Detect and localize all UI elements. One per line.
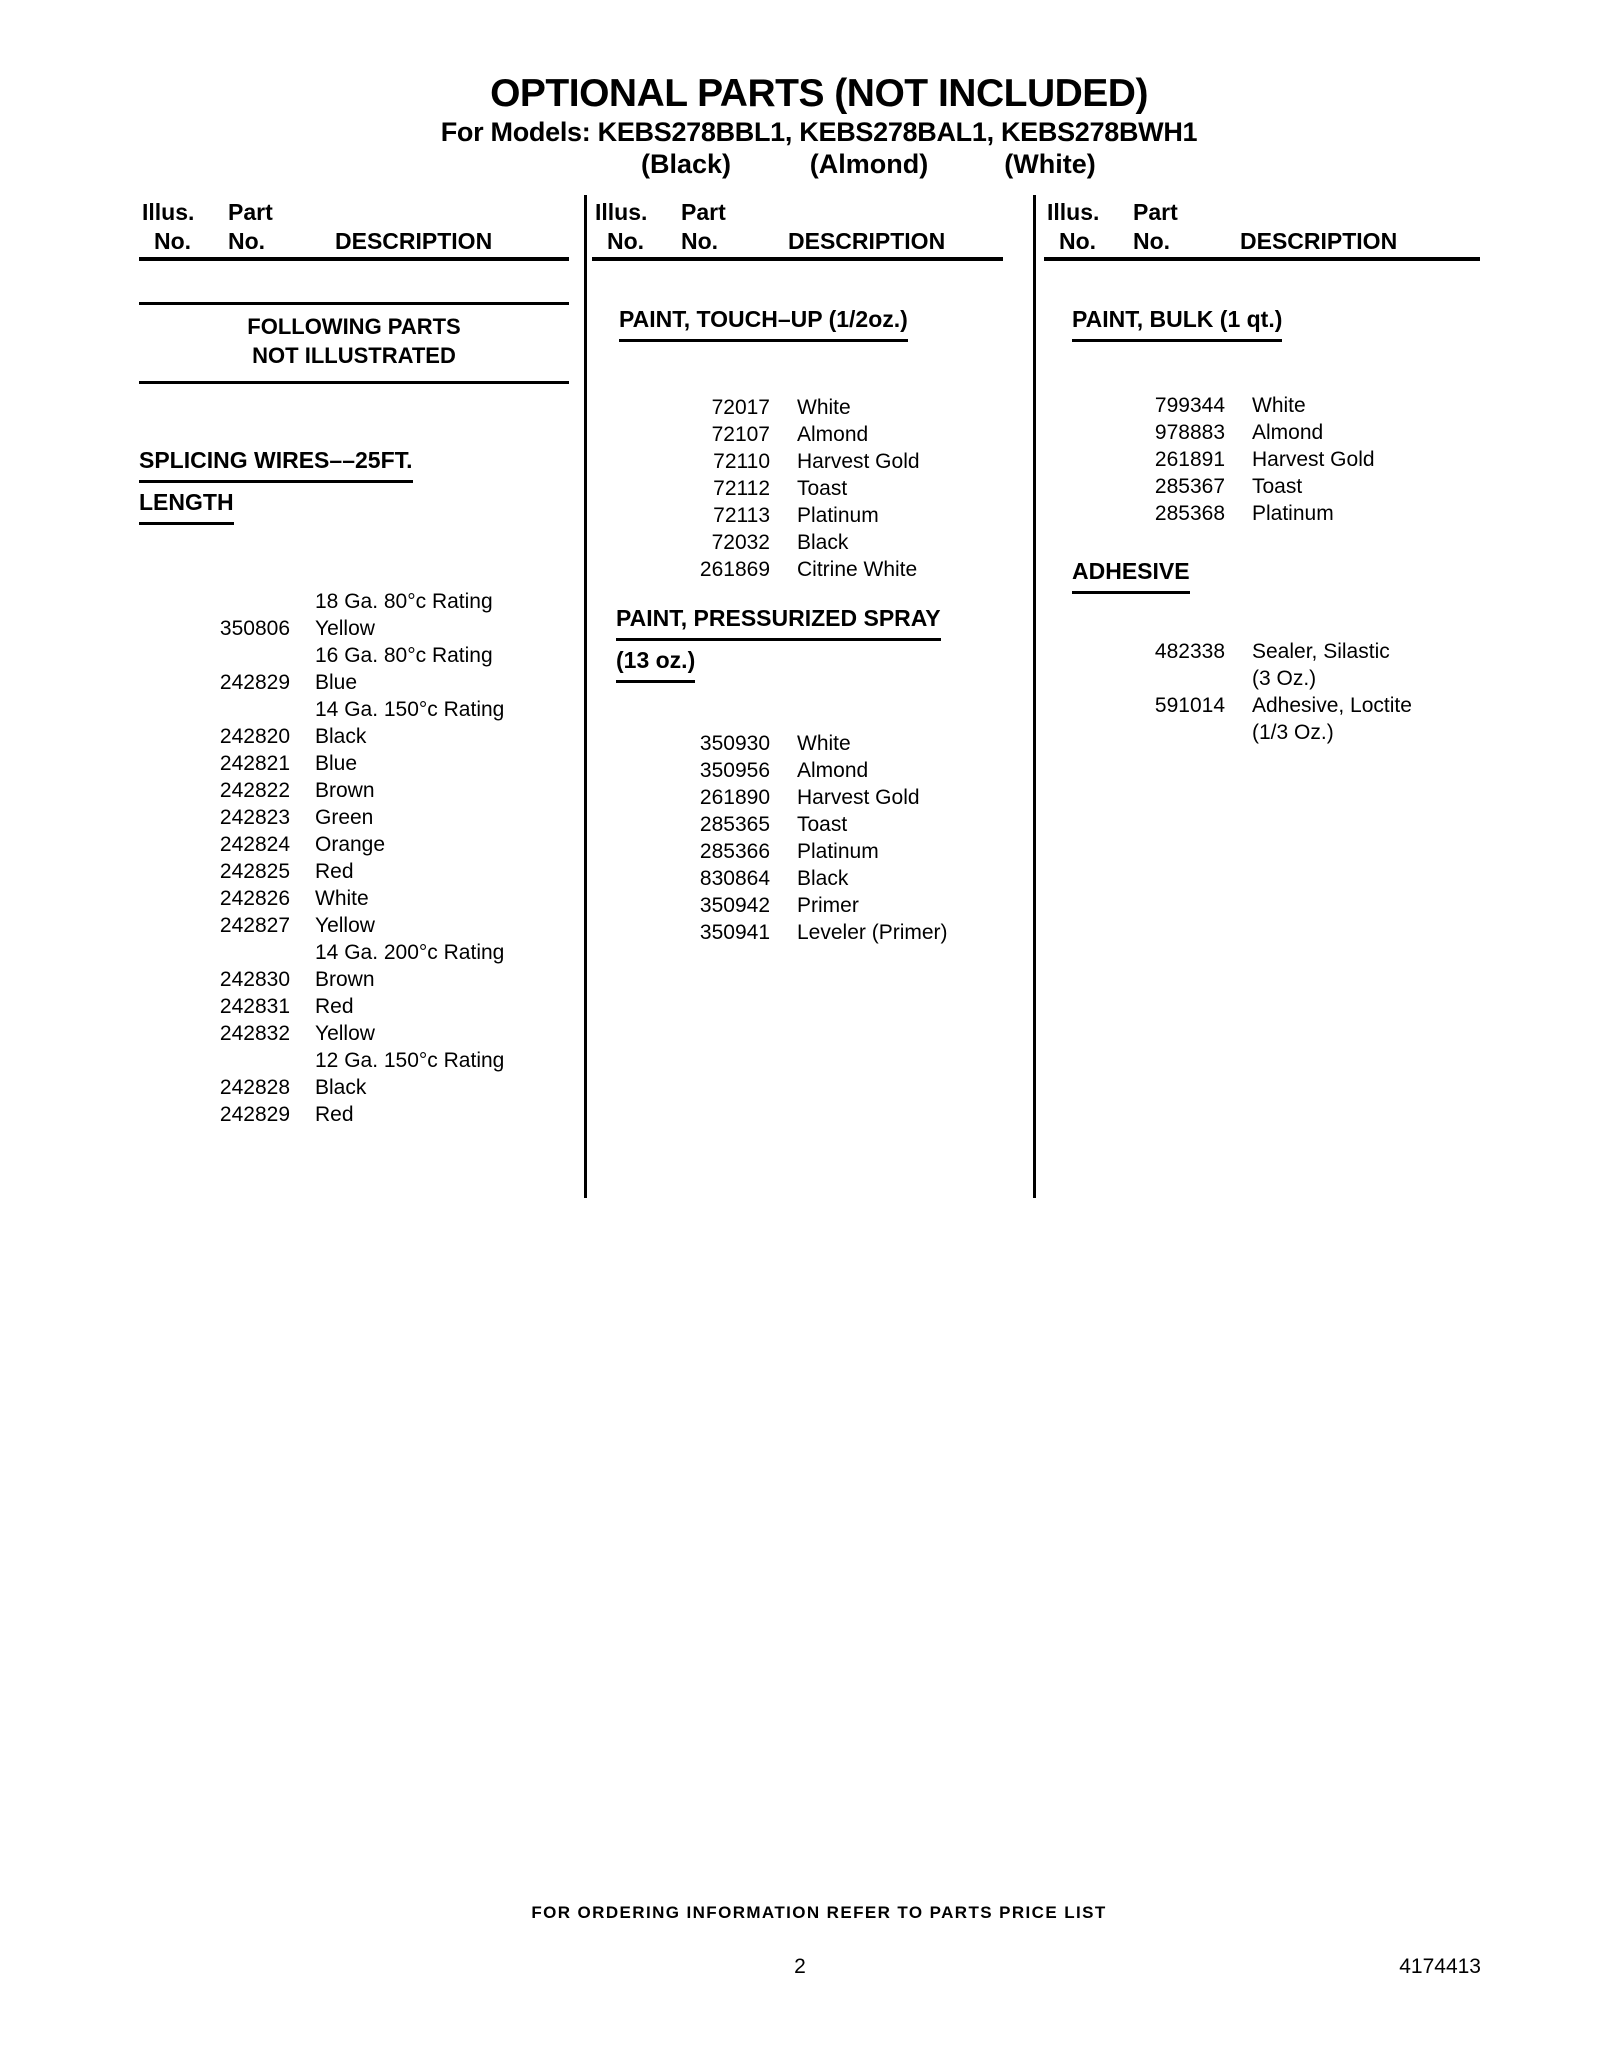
parts-row (1044, 500, 1494, 527)
parts-row (1044, 692, 1494, 746)
heading-line: LENGTH (139, 491, 234, 525)
parts-row (592, 838, 1032, 865)
part-description: Adhesive, Loctite (1252, 694, 1412, 717)
part-number: 242829 (219, 671, 290, 694)
table-header-col3 (1044, 201, 1480, 261)
part-description: White (315, 887, 369, 910)
table-header-col2 (592, 201, 1003, 261)
part-number: 72112 (713, 477, 770, 500)
part-description: Blue (315, 671, 358, 694)
part-description: Platinum (1252, 502, 1334, 525)
adhesive-rows (1044, 638, 1494, 746)
part-number: 242832 (219, 1022, 290, 1045)
parts-row (1044, 392, 1494, 419)
part-description: Platinum (797, 840, 879, 863)
parts-row (592, 394, 1032, 421)
parts-row (592, 919, 1032, 946)
paint-spray-rows (592, 730, 1032, 946)
part-number: 72032 (711, 531, 770, 554)
part-description: Black (315, 1076, 367, 1099)
part-description: Red (315, 860, 354, 883)
part-description: Orange (315, 833, 386, 856)
part-number: 242821 (219, 752, 290, 775)
part-description: Black (797, 867, 849, 890)
heading-line: (13 oz.) (616, 649, 695, 683)
parts-row (139, 723, 579, 750)
parts-row (139, 993, 579, 1020)
part-number: 242825 (219, 860, 290, 883)
illus-header: Illus. (595, 199, 648, 225)
page-number: 2 (794, 1955, 806, 1978)
not-illustrated-note (139, 302, 569, 384)
part-number: 72113 (713, 504, 770, 527)
section-heading-adhesive (1072, 560, 1190, 602)
parts-row (139, 750, 579, 777)
heading-line: SPLICING WIRES––25FT. (139, 449, 413, 483)
models-line: For Models: KEBS278BBL1, KEBS278BAL1, KEBS278BWH1 (440, 117, 1198, 147)
part-header: Part (228, 199, 273, 225)
part-number: 242829 (219, 1103, 290, 1126)
part-number: 242824 (219, 833, 290, 856)
column-divider (1033, 195, 1036, 1198)
part-number: 72107 (711, 423, 770, 446)
part-description: Black (797, 531, 849, 554)
part-number: 482338 (1154, 640, 1225, 663)
parts-row (1044, 419, 1494, 446)
model-color-black: (Black) (640, 149, 732, 179)
part-description: Harvest Gold (797, 786, 920, 809)
parts-row (139, 858, 579, 885)
part-number: 261891 (1154, 448, 1225, 471)
description-header: DESCRIPTION (1240, 228, 1398, 254)
part-description: Toast (797, 813, 848, 836)
part-description-cont: (3 Oz.) (1252, 667, 1317, 690)
parts-row (592, 502, 1032, 529)
parts-row (139, 1101, 579, 1128)
parts-row (592, 529, 1032, 556)
part-description: 16 Ga. 80°c Rating (315, 644, 493, 667)
part-description: Primer (797, 894, 859, 917)
header-rule (592, 257, 1003, 261)
part-description: Yellow (315, 1022, 375, 1045)
parts-row (139, 642, 579, 669)
illus-no-header: No. (607, 228, 645, 254)
parts-row (139, 696, 579, 723)
heading-line: PAINT, PRESSURIZED SPRAY (616, 607, 941, 641)
parts-row (139, 588, 579, 615)
part-number: 350930 (699, 732, 770, 755)
parts-row (139, 939, 579, 966)
part-description-cont: (1/3 Oz.) (1252, 721, 1334, 744)
illus-no-header: No. (1059, 228, 1097, 254)
part-description: 18 Ga. 80°c Rating (315, 590, 493, 613)
parts-row (139, 777, 579, 804)
parts-row (139, 966, 579, 993)
parts-row (592, 757, 1032, 784)
part-description: Sealer, Silastic (1252, 640, 1390, 663)
section-heading-paint-pressurized-spray (616, 607, 941, 691)
parts-row (139, 885, 579, 912)
section-heading-paint-bulk (1072, 308, 1282, 350)
section-heading-splicing-wires (139, 449, 413, 533)
part-description: Red (315, 1103, 354, 1126)
paint-bulk-rows (1044, 392, 1494, 527)
splicing-wires-rows (139, 588, 579, 1128)
section-heading-paint-touch-up (619, 308, 908, 350)
part-description: Blue (315, 752, 358, 775)
part-description: Harvest Gold (797, 450, 920, 473)
part-header: Part (681, 199, 726, 225)
part-description: 14 Ga. 200°c Rating (315, 941, 505, 964)
parts-row (592, 421, 1032, 448)
parts-row (139, 804, 579, 831)
model-color-white: (White) (1004, 149, 1096, 179)
table-header-col1 (139, 201, 569, 261)
part-description: Leveler (Primer) (797, 921, 948, 944)
part-description: White (1252, 394, 1306, 417)
part-number: 285365 (699, 813, 770, 836)
part-number: 72017 (711, 396, 770, 419)
parts-row (139, 1074, 579, 1101)
part-description: Harvest Gold (1252, 448, 1375, 471)
part-description: 12 Ga. 150°c Rating (315, 1049, 505, 1072)
part-description: White (797, 396, 851, 419)
part-description: Almond (797, 759, 869, 782)
part-number: 350956 (699, 759, 770, 782)
parts-row (592, 475, 1032, 502)
part-description: Yellow (315, 617, 375, 640)
parts-row (592, 865, 1032, 892)
column-divider (584, 195, 587, 1198)
description-header: DESCRIPTION (335, 228, 493, 254)
model-color-almond: (Almond) (809, 149, 929, 179)
part-number: 978883 (1154, 421, 1225, 444)
parts-row (592, 784, 1032, 811)
parts-row (1044, 446, 1494, 473)
paint-touch-up-rows (592, 394, 1032, 583)
part-description: Brown (315, 968, 375, 991)
part-number: 242828 (219, 1076, 290, 1099)
parts-row (139, 1047, 579, 1074)
part-number: 242826 (219, 887, 290, 910)
parts-row (592, 556, 1032, 583)
parts-row (1044, 473, 1494, 500)
page-title: OPTIONAL PARTS (NOT INCLUDED) (490, 72, 1148, 115)
part-description: Almond (1252, 421, 1324, 444)
parts-row (592, 448, 1032, 475)
part-number: 285367 (1154, 475, 1225, 498)
part-description: Toast (797, 477, 848, 500)
part-description: Citrine White (797, 558, 918, 581)
part-description: White (797, 732, 851, 755)
part-number: 830864 (699, 867, 770, 890)
part-number: 72110 (713, 450, 770, 473)
part-header: Part (1133, 199, 1178, 225)
part-number: 799344 (1154, 394, 1225, 417)
part-number: 261869 (699, 558, 770, 581)
part-no-header: No. (228, 228, 266, 254)
doc-number: 4174413 (1399, 1955, 1481, 1978)
parts-row (592, 811, 1032, 838)
part-description: Brown (315, 779, 375, 802)
part-description: Black (315, 725, 367, 748)
note-line: FOLLOWING PARTS (247, 314, 461, 339)
part-description: Toast (1252, 475, 1303, 498)
heading-line: PAINT, BULK (1 qt.) (1072, 308, 1282, 342)
part-description: Red (315, 995, 354, 1018)
part-number: 285368 (1154, 502, 1225, 525)
parts-row (139, 669, 579, 696)
part-number: 350806 (219, 617, 290, 640)
part-number: 242830 (219, 968, 290, 991)
part-description: Platinum (797, 504, 879, 527)
part-number: 242822 (219, 779, 290, 802)
part-number: 242823 (219, 806, 290, 829)
parts-row (592, 892, 1032, 919)
part-number: 591014 (1154, 694, 1225, 717)
part-description: Green (315, 806, 374, 829)
parts-row (139, 912, 579, 939)
parts-row (1044, 638, 1494, 692)
heading-line: ADHESIVE (1072, 560, 1190, 594)
parts-row (592, 730, 1032, 757)
heading-line: PAINT, TOUCH–UP (1/2oz.) (619, 308, 908, 342)
part-no-header: No. (1133, 228, 1171, 254)
part-number: 242831 (219, 995, 290, 1018)
part-number: 242827 (219, 914, 290, 937)
illus-header: Illus. (142, 199, 195, 225)
part-number: 285366 (699, 840, 770, 863)
part-description: Almond (797, 423, 869, 446)
part-description: 14 Ga. 150°c Rating (315, 698, 505, 721)
note-line: NOT ILLUSTRATED (252, 343, 456, 368)
ordering-note: FOR ORDERING INFORMATION REFER TO PARTS PRICE LIST (531, 1903, 1107, 1922)
illus-header: Illus. (1047, 199, 1100, 225)
part-number: 350942 (699, 894, 770, 917)
parts-row (139, 831, 579, 858)
header-rule (139, 257, 569, 261)
part-number: 242820 (219, 725, 290, 748)
illus-no-header: No. (154, 228, 192, 254)
part-no-header: No. (681, 228, 719, 254)
part-description: Yellow (315, 914, 375, 937)
part-number: 350941 (699, 921, 770, 944)
part-number: 261890 (699, 786, 770, 809)
parts-row (139, 615, 579, 642)
description-header: DESCRIPTION (788, 228, 946, 254)
header-rule (1044, 257, 1480, 261)
parts-row (139, 1020, 579, 1047)
